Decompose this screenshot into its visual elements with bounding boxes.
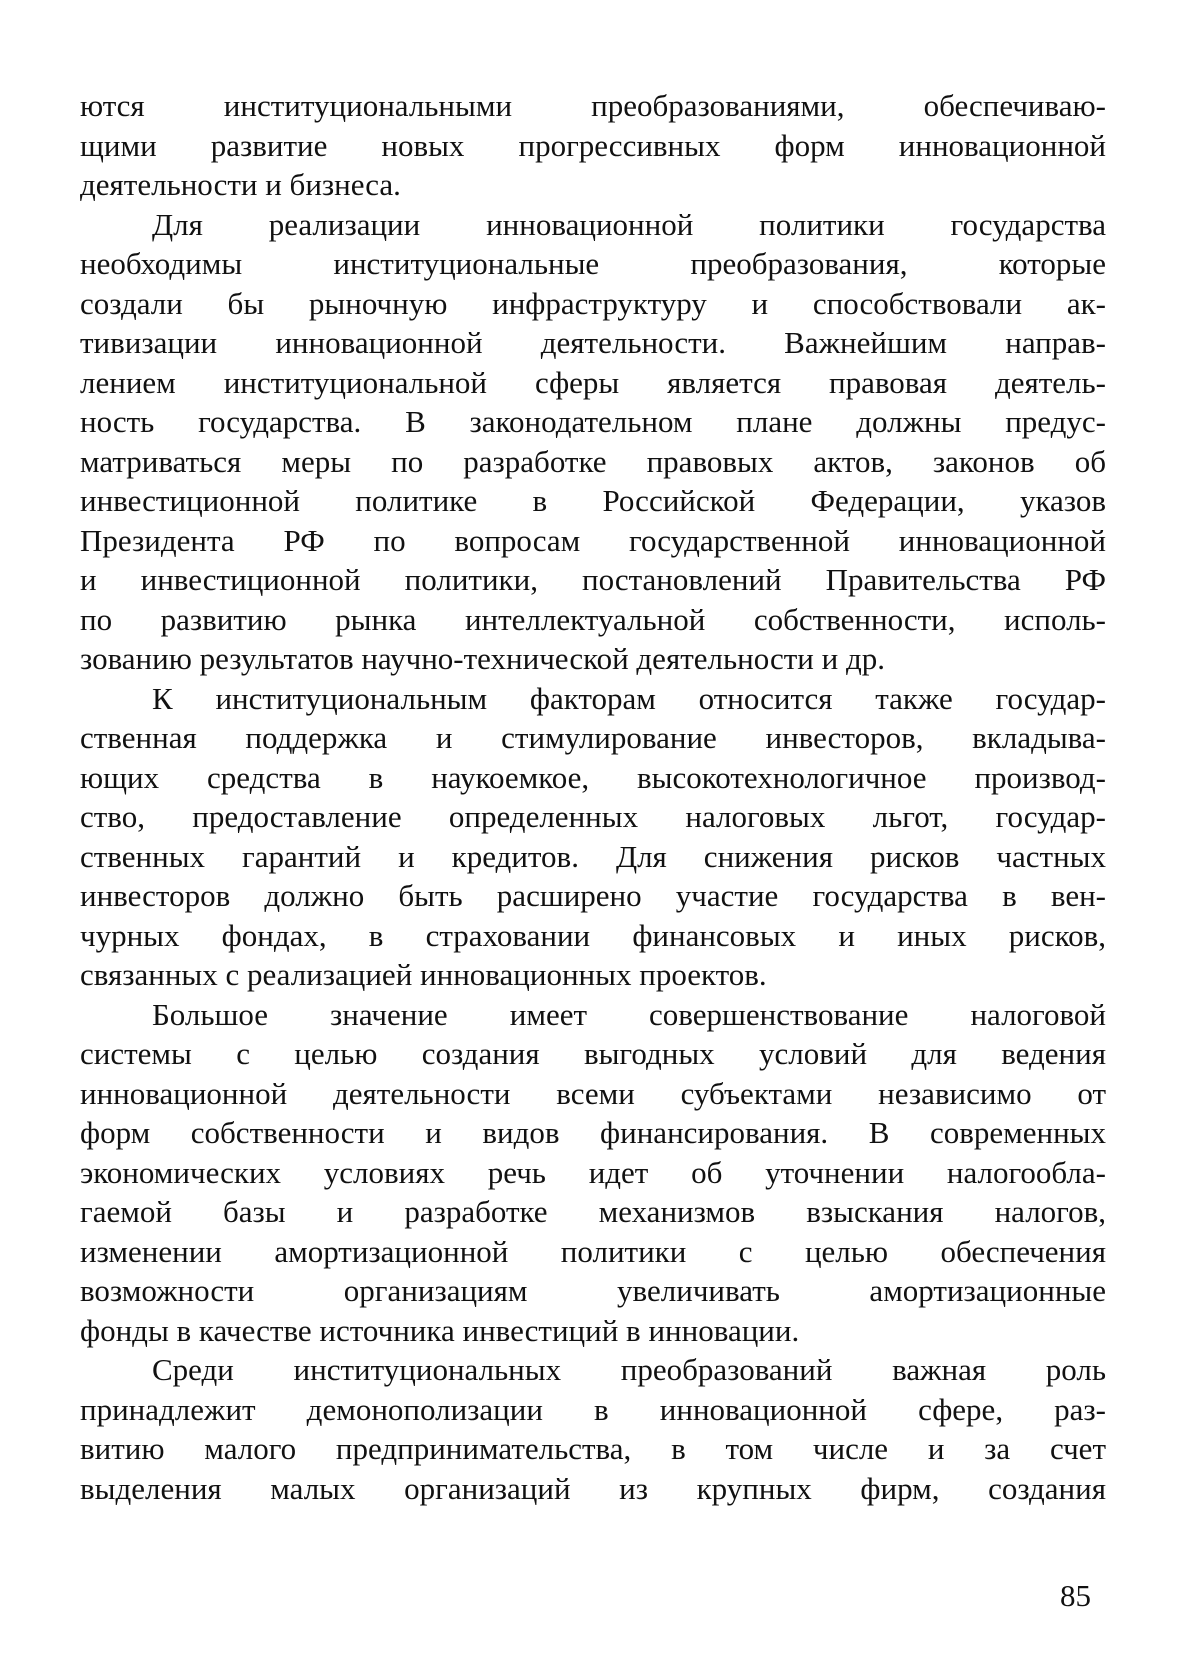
text-line: деятельности и бизнеса.: [80, 167, 401, 202]
text-line: форм собственности и видов финансирования. В современных: [80, 1115, 1106, 1150]
text-line: щими развитие новых прогрессивных форм инновационной: [80, 127, 1106, 163]
text-line: ность государства. В законодательном плане должны предус-: [80, 404, 1106, 439]
text-line: инновационной деятельности всеми субъектами независимо от: [80, 1075, 1106, 1111]
text-line: экономических условиях речь идет об уточнении налогообла-: [80, 1154, 1106, 1190]
text-line: К институциональным факторам относится также государ-: [152, 680, 1106, 716]
text-line: ственная поддержка и стимулирование инвесторов, вкладыва-: [80, 720, 1106, 755]
text-line: Для реализации инновационной политики государства: [152, 206, 1106, 242]
text-line: и инвестиционной политики, постановлений Правительства РФ: [80, 562, 1106, 597]
text-line: ство, предоставление определенных налоговых льгот, государ-: [80, 799, 1106, 834]
paragraph-2: [80, 205, 1106, 679]
text-line: зованию результатов научно-технической деятельности и др.: [80, 641, 885, 676]
text-line: ются институциональными преобразованиями, обеспечиваю-: [80, 88, 1106, 123]
text-line: изменении амортизационной политики с целью обеспечения: [80, 1233, 1106, 1269]
text-line: принадлежит демонополизации в инновационной сфере, раз-: [80, 1391, 1106, 1427]
text-line: фонды в качестве источника инвестиций в инновации.: [80, 1312, 800, 1348]
text-line: ственных гарантий и кредитов. Для снижения рисков частных: [80, 838, 1106, 874]
paragraph-5: [80, 1350, 1106, 1508]
text-line: лением институциональной сферы является правовая деятель-: [80, 364, 1106, 400]
text-line: витию малого предпринимательства, в том числе и за счет: [80, 1431, 1106, 1466]
body-text: [80, 86, 1106, 1508]
paragraph-4: [80, 995, 1106, 1351]
text-line: связанных с реализацией инновационных проектов.: [80, 957, 767, 992]
text-line: выделения малых организаций из крупных фирм, создания: [80, 1470, 1106, 1506]
page-number: 85: [1060, 1578, 1091, 1613]
paragraph-3: [80, 679, 1106, 995]
text-line: инвесторов должно быть расширено участие государства в вен-: [80, 878, 1106, 913]
paragraph-1: [80, 86, 1106, 205]
text-line: создали бы рыночную инфраструктуру и способствовали ак-: [80, 285, 1106, 321]
text-line: необходимы институциональные преобразования, которые: [80, 246, 1106, 281]
text-line: системы с целью создания выгодных условий для ведения: [80, 1036, 1106, 1071]
text-line: Среди институциональных преобразований важная роль: [152, 1352, 1106, 1387]
text-line: Большое значение имеет совершенствование налоговой: [152, 996, 1106, 1032]
text-line: Президента РФ по вопросам государственной инновационной: [80, 522, 1106, 558]
text-line: матриваться меры по разработке правовых актов, законов об: [80, 443, 1106, 479]
text-line: по развитию рынка интеллектуальной собственности, исполь-: [80, 601, 1106, 637]
text-line: гаемой базы и разработке механизмов взыскания налогов,: [80, 1194, 1106, 1229]
text-line: инвестиционной политике в Российской Федерации, указов: [80, 483, 1106, 518]
text-line: тивизации инновационной деятельности. Важнейшим направ-: [80, 325, 1106, 360]
text-line: чурных фондах, в страховании финансовых и иных рисков,: [80, 917, 1106, 953]
text-line: возможности организациям увеличивать амортизационные: [80, 1273, 1106, 1308]
text-line: ющих средства в наукоемкое, высокотехнологичное производ-: [80, 759, 1106, 795]
